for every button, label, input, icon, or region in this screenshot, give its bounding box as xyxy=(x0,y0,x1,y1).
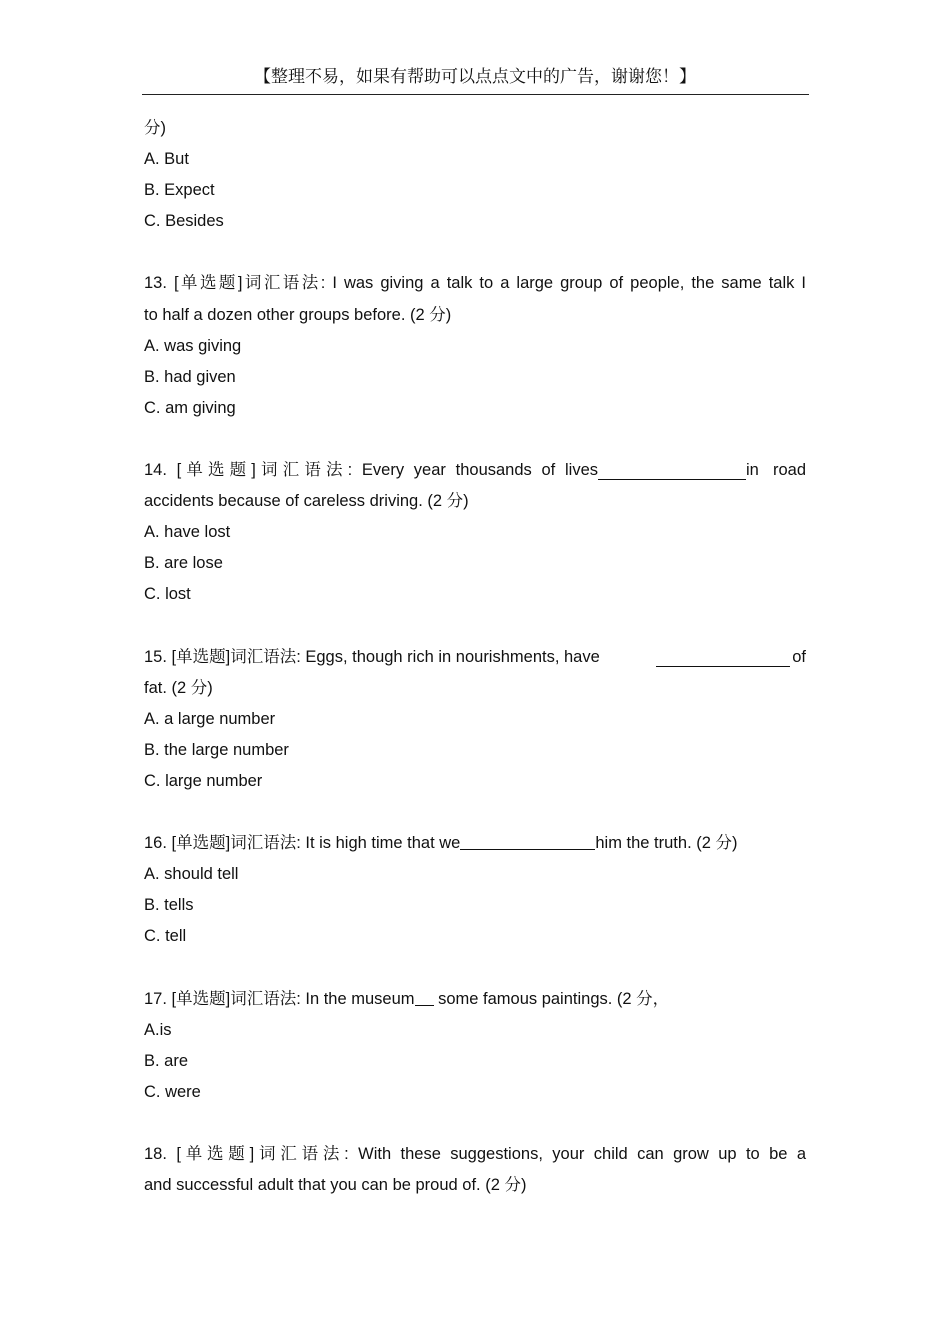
question-16-text-line1 xyxy=(144,828,806,859)
answer-blank xyxy=(598,461,746,480)
question-14-text-line1 xyxy=(144,455,806,486)
question-14-text-line2: accidents because of careless driving. (2 分) xyxy=(144,492,469,511)
option-c[interactable]: C. am giving xyxy=(144,398,236,417)
question-18 xyxy=(144,1139,806,1201)
question-15-text-b: of xyxy=(792,647,806,666)
question-16-text-a: 16. [单选题]词汇语法: It is high time that we xyxy=(144,834,461,853)
question-list xyxy=(144,113,806,1201)
option-c[interactable]: C. tell xyxy=(144,927,187,946)
option-b[interactable]: B. are xyxy=(144,1051,189,1070)
answer-blank xyxy=(460,831,595,850)
question-13-text-line2: to half a dozen other groups before. (2 分) xyxy=(144,305,452,324)
option-b[interactable]: B. had given xyxy=(144,367,236,386)
option-a[interactable]: A. should tell xyxy=(144,865,239,884)
option-b[interactable]: B. Expect xyxy=(144,181,215,200)
question-12 xyxy=(144,113,806,237)
question-18-text-line2: and successful adult that you can be proud of. (2 分) xyxy=(144,1176,527,1195)
page-header: 【整理不易，如果有帮助可以点点文中的广告，谢谢您！】 xyxy=(254,67,696,87)
question-18-text-line1: 18. [单选题]词汇语法: With these suggestions, your child can grow up to be a xyxy=(144,1145,806,1164)
question-13-text-line1: 13. [单选题]词汇语法: I was giving a talk to a large group of people, the same talk I xyxy=(144,274,806,293)
option-c[interactable]: C. were xyxy=(144,1082,201,1101)
question-17-text-a: 17. [单选题]词汇语法: In the museum xyxy=(144,989,415,1008)
question-17 xyxy=(144,984,806,1108)
option-b[interactable]: B. tells xyxy=(144,896,194,915)
header-divider xyxy=(142,94,809,95)
option-a[interactable]: A. But xyxy=(144,150,189,169)
option-a[interactable]: A. have lost xyxy=(144,523,231,542)
question-14-text-a: 14. [单选题]词汇语法: Every year thousands of lives xyxy=(144,461,598,480)
question-15-text-line2: fat. (2 分) xyxy=(144,678,213,697)
question-12-text-tail: 分) xyxy=(144,119,166,137)
question-16 xyxy=(144,828,806,952)
question-14-text-b: in road xyxy=(746,461,806,480)
question-14 xyxy=(144,455,806,610)
answer-blank xyxy=(656,648,790,667)
option-c[interactable]: C. Besides xyxy=(144,212,224,231)
option-a[interactable]: A.is xyxy=(144,1020,172,1039)
question-17-text-b: some famous paintings. (2 分， xyxy=(433,989,670,1008)
question-15 xyxy=(144,642,806,797)
option-b[interactable]: B. are lose xyxy=(144,554,223,573)
option-a[interactable]: A. was giving xyxy=(144,336,242,355)
option-c[interactable]: C. large number xyxy=(144,771,263,790)
question-15-text-line1 xyxy=(144,642,806,673)
answer-blank xyxy=(415,987,434,1006)
question-17-text-line1 xyxy=(144,984,806,1015)
question-13 xyxy=(144,268,806,423)
option-c[interactable]: C. lost xyxy=(144,585,191,604)
question-15-text-a: 15. [单选题]词汇语法: Eggs, though rich in nourishments, have xyxy=(144,647,600,666)
option-a[interactable]: A. a large number xyxy=(144,709,276,728)
option-b[interactable]: B. the large number xyxy=(144,740,289,759)
question-16-text-b: him the truth. (2 分) xyxy=(595,834,738,853)
